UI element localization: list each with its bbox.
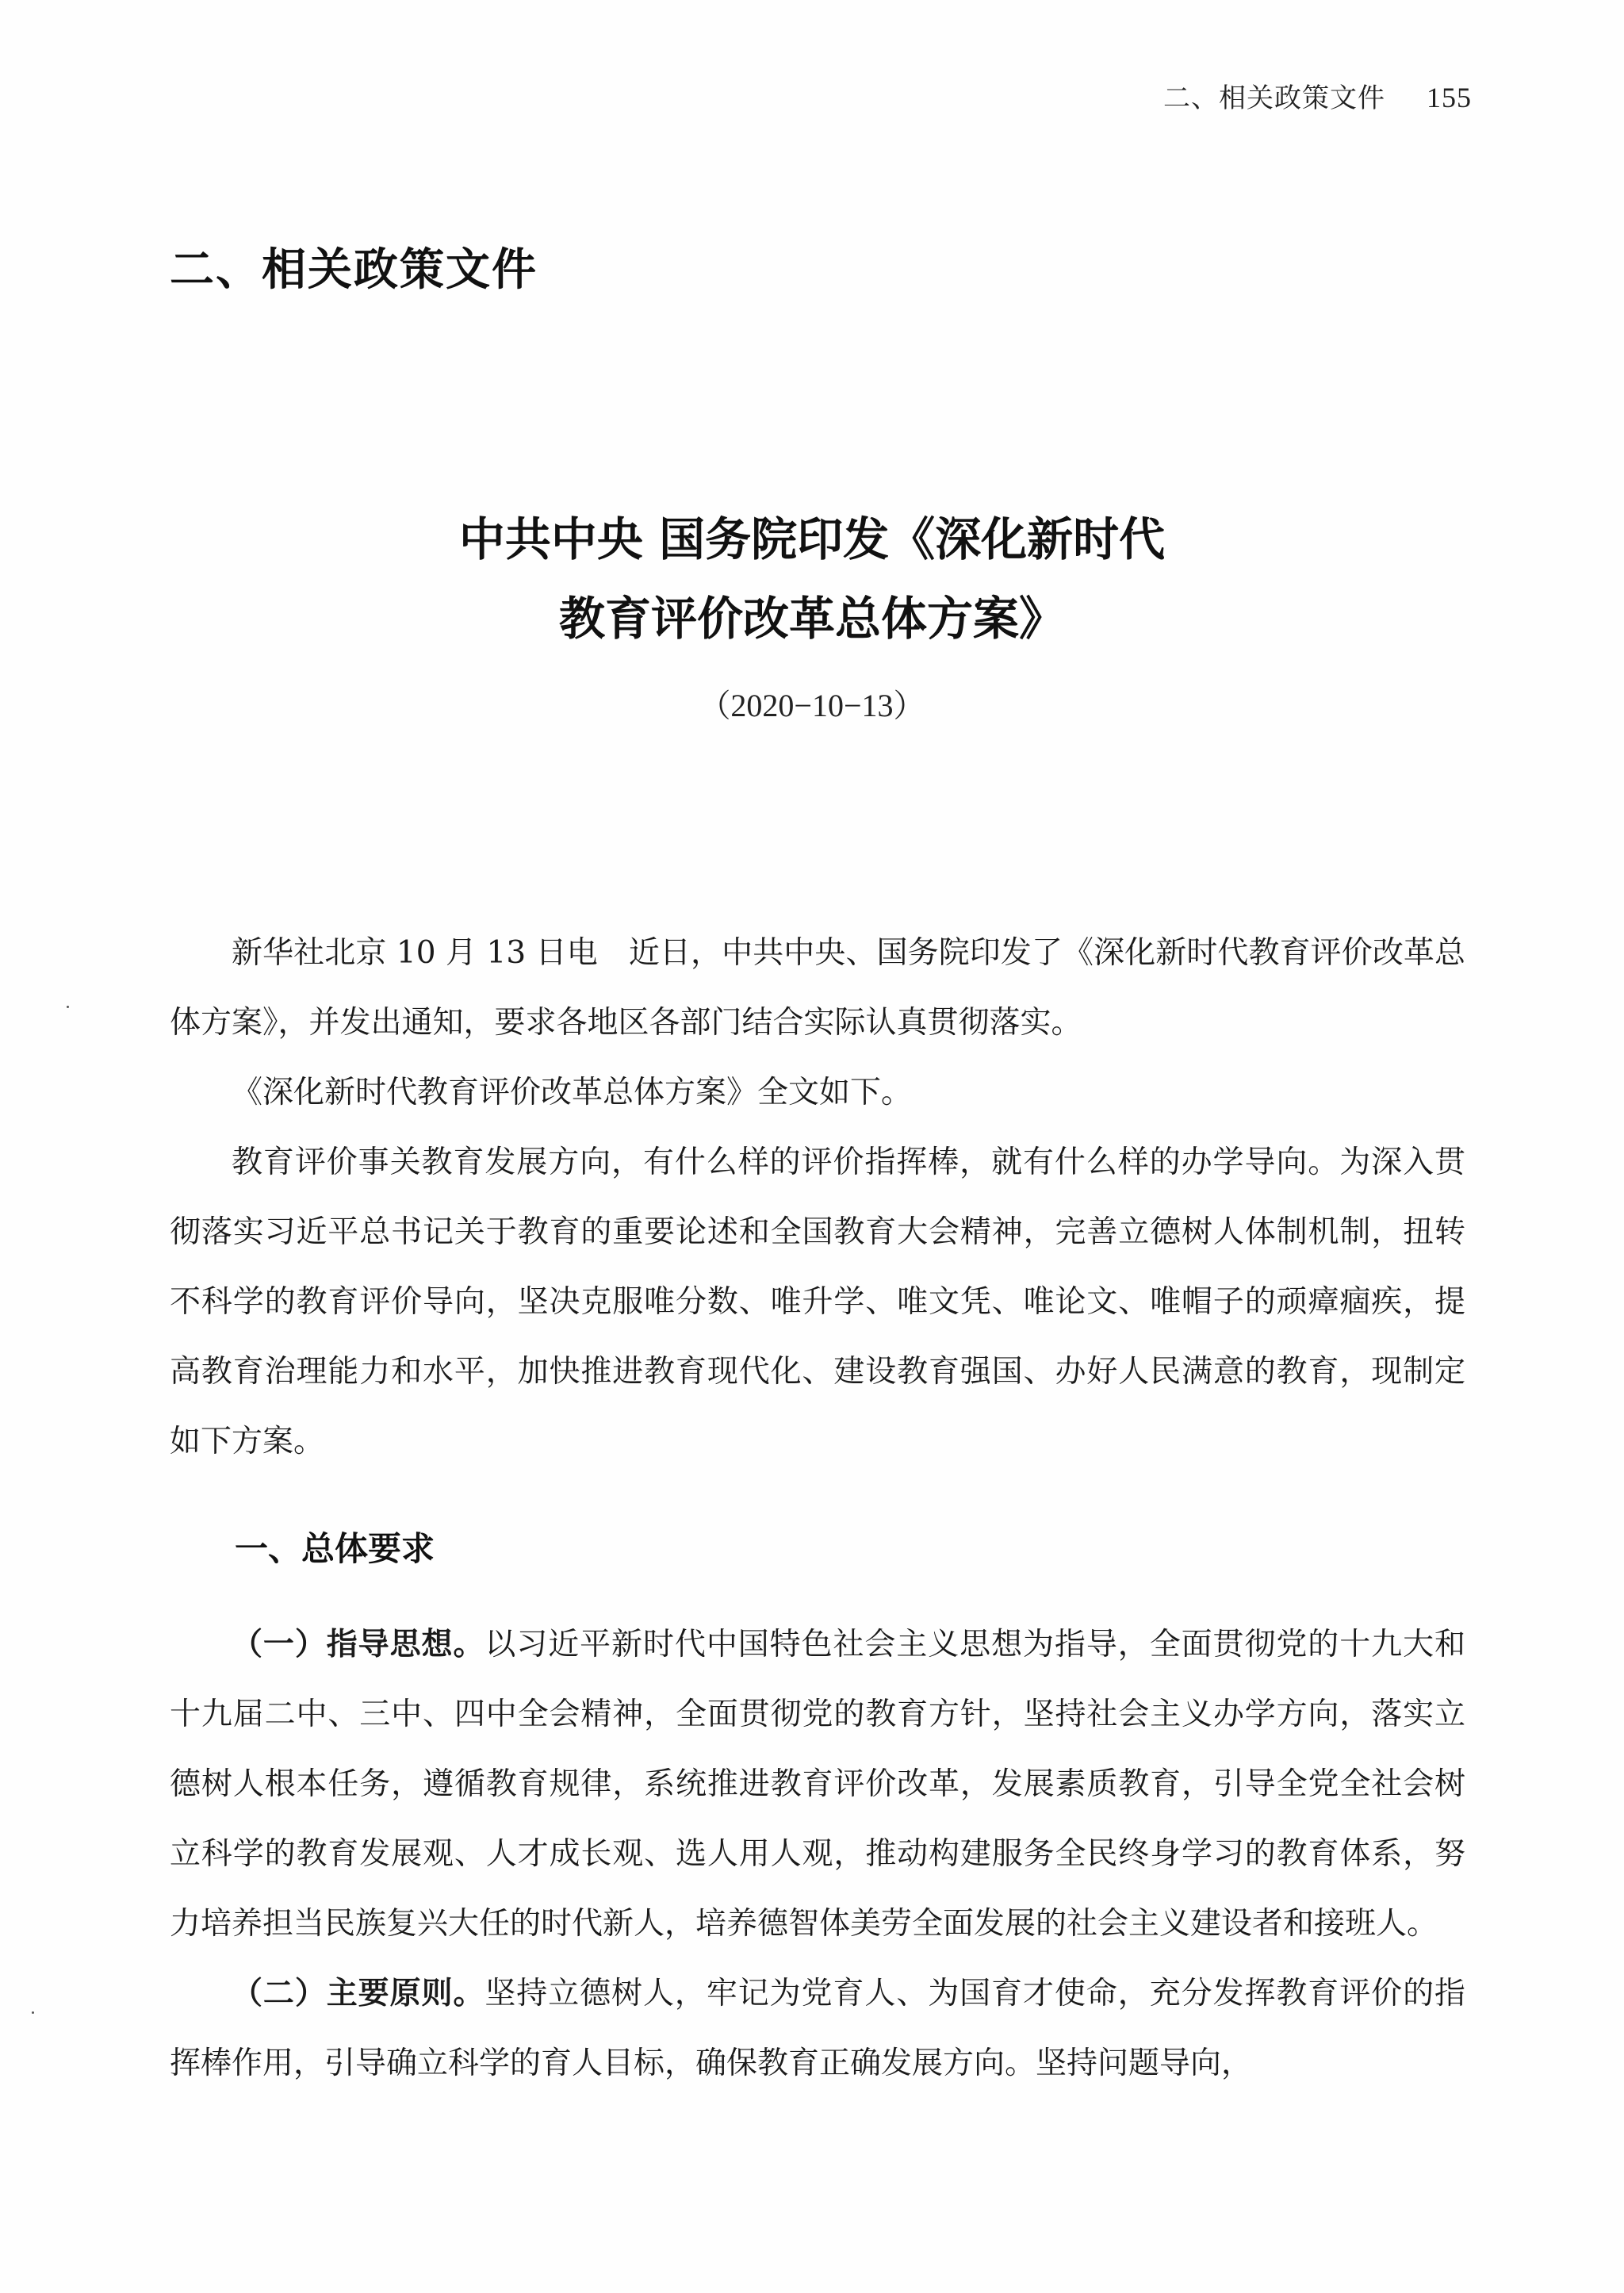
document-title — [0, 500, 1624, 658]
paragraph: 《深化新时代教育评价改革总体方案》全文如下。 — [232, 1075, 913, 1110]
document-title-line-2: 教育评价改革总体方案》 — [558, 592, 1065, 646]
section-heading: 二、相关政策文件 — [170, 243, 538, 296]
paragraph — [170, 1610, 1465, 1959]
running-header-title: 二、相关政策文件 — [1163, 82, 1385, 114]
paragraph — [170, 1959, 1465, 2099]
item-text: 以习近平新时代中国特色社会主义思想为指导，全面贯彻党的十九大和十九届二中、三中、四中全会精神，全面贯彻党的教育方针，坚持社会主义办学方向，落实立德树人根本任务，遵循教育规律，系统推进教育评价改革，发展素质教育，引导全党全社会树立科学的教育发展观、人才成长观、选人用人观，推动构建服务全民终身学习的教育体系，努力培养担当民族复兴大任的时代新人，培养德智体美劳全面发展的社会主义建设者和接班人。 — [170, 1627, 1465, 1942]
running-header — [1163, 76, 1472, 115]
intro-block — [170, 918, 1465, 1477]
page-number: 155 — [1427, 82, 1472, 113]
item-lead-guiding-ideology: （一）指导思想。 — [232, 1627, 485, 1662]
scan-speck — [67, 1006, 69, 1008]
item-lead-main-principles: （二）主要原则。 — [232, 1976, 485, 2011]
scan-speck — [32, 2011, 34, 2014]
paragraph: 新华社北京 10 月 13 日电 近日，中共中央、国务院印发了《深化新时代教育评价改革总体方案》，并发出通知，要求各地区各部门结合实际认真贯彻落实。 — [170, 935, 1465, 1041]
item-text: 坚持立德树人，牢记为党育人、为国育才使命，充分发挥教育评价的指挥棒作用，引导确立科学的育人目标，确保教育正确发展方向。坚持问题导向， — [170, 1976, 1465, 2081]
subheading-general-requirements: 一、总体要求 — [235, 1529, 435, 1568]
document-date: （2020−10−13） — [699, 688, 925, 723]
requirements-block — [170, 1610, 1465, 2099]
paragraph: 教育评价事关教育发展方向，有什么样的评价指挥棒，就有什么样的办学导向。为深入贯彻落实习近平总书记关于教育的重要论述和全国教育大会精神，完善立德树人体制机制，扭转不科学的教育评价导向，坚决克服唯分数、唯升学、唯文凭、唯论文、唯帽子的顽瘴痼疾，提高教育治理能力和水平，加快推进教育现代化、建设教育强国、办好人民满意的教育，现制定如下方案。 — [170, 1145, 1465, 1459]
document-title-line-1: 中共中央 国务院印发《深化新时代 — [458, 512, 1166, 566]
